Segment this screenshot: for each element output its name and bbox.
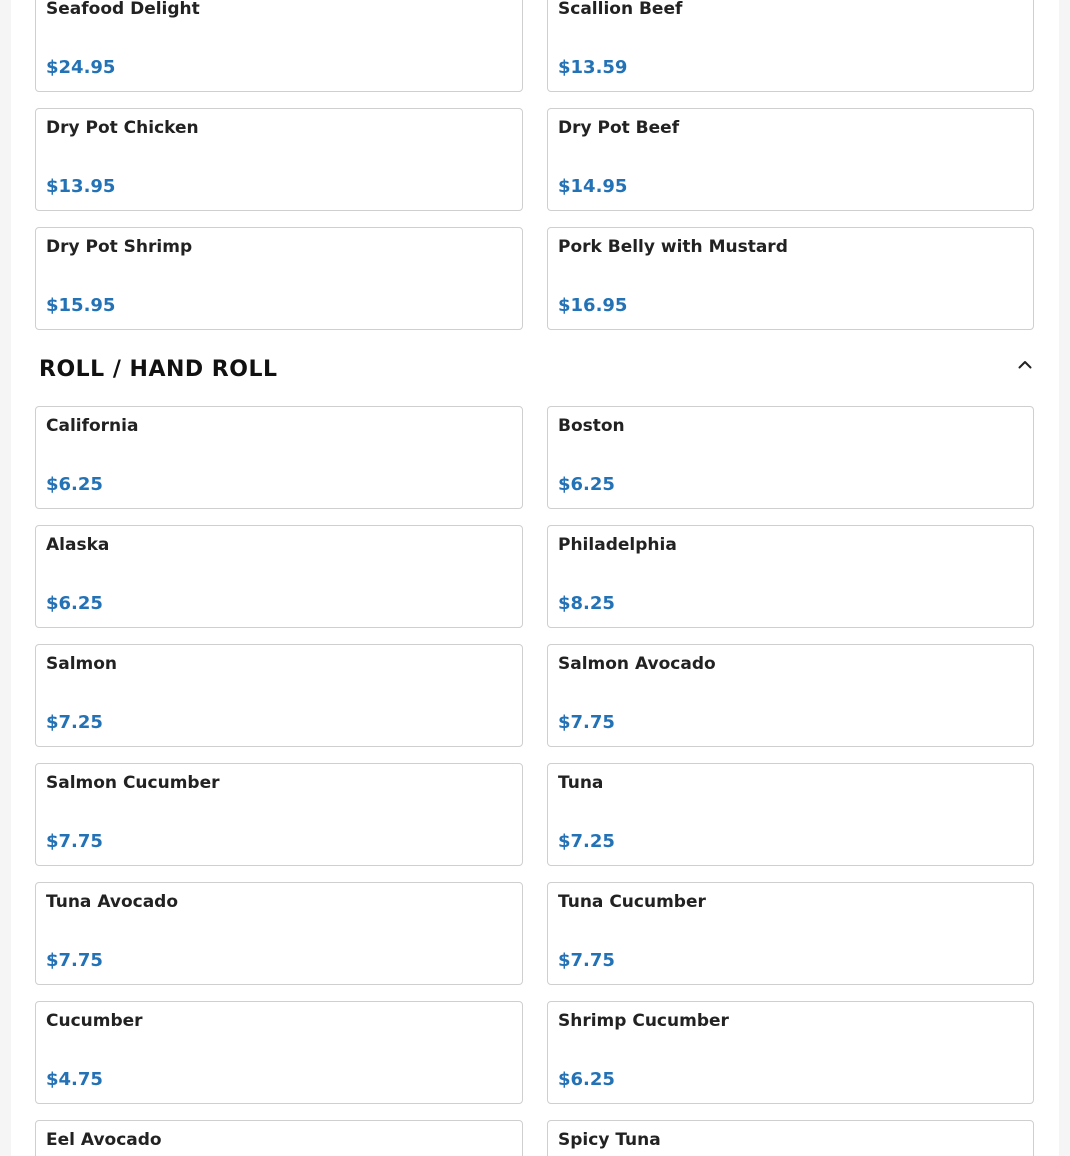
menu-item-name: Tuna Cucumber [558, 892, 706, 912]
roll-section-header[interactable] [35, 352, 1034, 392]
menu-item-name: Shrimp Cucumber [558, 1011, 729, 1031]
menu-item-name: Alaska [46, 535, 110, 555]
menu-item-card[interactable] [35, 1120, 523, 1156]
menu-item-card[interactable] [35, 644, 523, 747]
menu-item-name: Boston [558, 416, 625, 436]
menu-item-card[interactable] [35, 763, 523, 866]
menu-item-price: $7.25 [558, 831, 615, 852]
menu-item-name: Spicy Tuna [558, 1130, 661, 1150]
menu-item-card[interactable] [547, 763, 1034, 866]
menu-item-price: $8.25 [558, 593, 615, 614]
menu-item-card[interactable] [35, 882, 523, 985]
menu-item-price: $6.25 [558, 474, 615, 495]
menu-item-card[interactable] [547, 227, 1034, 330]
menu-item-name: Salmon [46, 654, 118, 674]
menu-item-price: $4.75 [46, 1069, 103, 1090]
menu-item-card[interactable] [35, 1001, 523, 1104]
menu-item-card[interactable] [547, 882, 1034, 985]
menu-item-card[interactable] [35, 227, 523, 330]
menu-item-price: $6.25 [46, 593, 103, 614]
previous-section-grid [35, 0, 1034, 330]
menu-page [11, 0, 1059, 1156]
menu-item-price: $7.25 [46, 712, 103, 733]
roll-section-grid [35, 406, 1034, 1156]
menu-item-price: $7.75 [46, 831, 103, 852]
menu-item-price: $6.25 [558, 1069, 615, 1090]
menu-item-name: Cucumber [46, 1011, 143, 1031]
menu-item-name: California [46, 416, 139, 436]
menu-item-price: $7.75 [558, 950, 615, 971]
menu-item-name: Pork Belly with Mustard [558, 237, 788, 257]
menu-item-price: $14.95 [558, 176, 628, 197]
menu-item-name: Salmon Avocado [558, 654, 716, 674]
menu-item-card[interactable] [35, 525, 523, 628]
menu-item-name: Seafood Delight [46, 0, 200, 19]
menu-item-name: Tuna Avocado [46, 892, 179, 912]
menu-item-card[interactable] [547, 1120, 1034, 1156]
menu-item-name: Tuna [558, 773, 604, 793]
menu-item-card[interactable] [547, 1001, 1034, 1104]
menu-item-card[interactable] [547, 0, 1034, 92]
section-title: ROLL / HAND ROLL [39, 357, 278, 382]
menu-item-name: Eel Avocado [46, 1130, 162, 1150]
menu-item-price: $24.95 [46, 57, 116, 78]
menu-item-card[interactable] [547, 406, 1034, 509]
menu-item-card[interactable] [35, 108, 523, 211]
menu-item-price: $6.25 [46, 474, 103, 495]
menu-item-price: $7.75 [558, 712, 615, 733]
menu-item-price: $7.75 [46, 950, 103, 971]
menu-item-name: Salmon Cucumber [46, 773, 220, 793]
menu-item-price: $13.95 [46, 176, 116, 197]
chevron-up-icon[interactable] [1016, 356, 1034, 374]
menu-item-card[interactable] [547, 644, 1034, 747]
menu-item-price: $15.95 [46, 295, 116, 316]
menu-item-price: $16.95 [558, 295, 628, 316]
menu-item-price: $13.59 [558, 57, 628, 78]
menu-item-name: Philadelphia [558, 535, 677, 555]
menu-item-card[interactable] [547, 108, 1034, 211]
menu-item-name: Dry Pot Shrimp [46, 237, 193, 257]
menu-item-card[interactable] [35, 0, 523, 92]
menu-item-card[interactable] [35, 406, 523, 509]
menu-item-card[interactable] [547, 525, 1034, 628]
menu-item-name: Dry Pot Beef [558, 118, 680, 138]
menu-item-name: Scallion Beef [558, 0, 683, 19]
menu-item-name: Dry Pot Chicken [46, 118, 199, 138]
